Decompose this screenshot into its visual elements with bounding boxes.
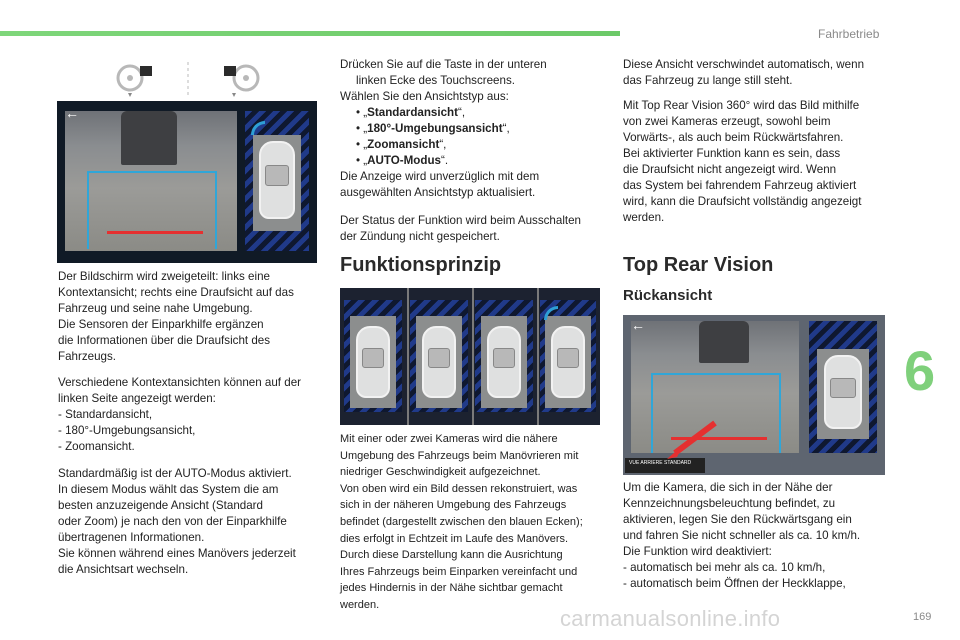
line: linken Seite angezeigt werden:: [58, 392, 216, 405]
list-item: - automatisch beim Öffnen der Heckklappe,: [623, 577, 846, 590]
step-text: linken Ecke des Touchscreens.: [356, 74, 515, 87]
heading-top-rear-vision: Top Rear Vision: [623, 254, 774, 276]
line: Die Sensoren der Einparkhilfe ergänzen: [58, 318, 264, 331]
guide-lines: [87, 171, 217, 249]
option-prefix: • „: [356, 138, 368, 151]
line: Umgebung des Fahrzeugs beim Manövrieren mit: [340, 449, 579, 462]
step-text: Drücken Sie auf die Taste in der unteren: [340, 58, 547, 71]
option-suffix: “,: [458, 106, 466, 119]
divider: [537, 288, 539, 425]
view-mode-button[interactable]: VUE ARRIERE STANDARD: [625, 458, 705, 473]
line: Durch diese Darstellung kann die Ausrichtung: [340, 549, 563, 562]
line: das System bei fahrendem Fahrzeug aktiviert: [623, 179, 857, 192]
line: jedes Hindernis in der Nähe sichtbar gemacht: [340, 582, 563, 595]
left-text-2: [58, 375, 320, 455]
car-top-view: [551, 326, 585, 398]
line: aktivieren, legen Sie den Rückwärtsgang ein: [623, 513, 852, 526]
steering-illustration: [108, 60, 268, 100]
line: das Fahrzeug zu lange still steht.: [623, 74, 793, 87]
car-top-view: [356, 326, 390, 398]
line: von zwei Kameras erzeugt, sowohl beim: [623, 115, 831, 128]
line: übertragenen Informationen.: [58, 531, 205, 544]
divider: [407, 288, 409, 425]
line: oder Zoom) je nach den von der Einparkhilfe: [58, 515, 287, 528]
step-2: [340, 89, 605, 105]
option-name: Zoomansicht: [367, 138, 440, 151]
header-bar: [0, 31, 620, 36]
option-suffix: “,: [502, 122, 510, 135]
line: Von oben wird ein Bild dessen rekonstruiert, was: [340, 482, 578, 495]
list-item: - automatisch bei mehr als ca. 10 km/h,: [623, 561, 826, 574]
line: Bei aktivierter Funktion kann es sein, dass: [623, 147, 841, 160]
stop-line: [107, 231, 203, 234]
line: Die Anzeige wird unverzüglich mit dem: [340, 170, 540, 183]
parked-car: [121, 111, 177, 165]
line: die Informationen über die Draufsicht des: [58, 334, 271, 347]
option-suffix: “,: [439, 138, 447, 151]
option-zoom: [340, 137, 605, 153]
line: Die Funktion wird deaktiviert:: [623, 545, 772, 558]
right-360: [623, 98, 893, 226]
line: Ihres Fahrzeugs beim Einparken vereinfacht und: [340, 565, 578, 578]
line: In diesem Modus wählt das System die am: [58, 483, 279, 496]
line: Standardmäßig ist der AUTO-Modus aktiviert.: [58, 467, 292, 480]
line: Kontextansicht; rechts eine Draufsicht auf das: [58, 286, 294, 299]
list-item: - Standardansicht,: [58, 408, 153, 421]
step-1: [340, 57, 605, 73]
section-title: Fahrbetrieb: [818, 27, 880, 41]
step-text: Wählen Sie den Ansichtstyp aus:: [340, 90, 509, 103]
pointer-arrow-icon: [663, 419, 719, 461]
line: befindet (dargestellt zwischen den blauen Ecken);: [340, 515, 583, 528]
page-number: 169: [913, 611, 932, 623]
line: wird, kann die Draufsicht vollständig angezeigt: [623, 195, 862, 208]
split-view-screen: [57, 101, 317, 263]
middle-steps: [340, 57, 605, 201]
line: ausgewählten Ansichtstyp aktualisiert.: [340, 186, 536, 199]
option-name: AUTO-Modus: [367, 154, 442, 167]
line: Sie können während eines Manövers jederzeit: [58, 547, 296, 560]
back-arrow-icon[interactable]: ←: [631, 317, 645, 333]
line: sich in der näheren Umgebung des Fahrzeugs: [340, 499, 567, 512]
list-item: - Zoomansicht.: [58, 440, 135, 453]
principle-illustration: [340, 288, 600, 425]
option-auto: [340, 153, 605, 169]
right-rear: [623, 480, 898, 592]
middle-status: [340, 213, 605, 245]
option-standard: [340, 105, 605, 121]
line: besten anzuzeigende Ansicht (Standard: [58, 499, 263, 512]
divider: [472, 288, 474, 425]
line: Der Bildschirm wird zweigeteilt: links eine: [58, 270, 270, 283]
line: Diese Ansicht verschwindet automatisch, wenn: [623, 58, 865, 71]
subheading-rueckansicht: Rückansicht: [623, 287, 713, 304]
line: werden.: [623, 211, 665, 224]
left-text-3: [58, 466, 320, 578]
line: Fahrzeug und seine nahe Umgebung.: [58, 302, 253, 315]
line: Mit Top Rear Vision 360° wird das Bild mithilfe: [623, 99, 860, 112]
option-prefix: • „: [356, 122, 368, 135]
line: die Draufsicht nicht angezeigt wird. Wenn: [623, 163, 837, 176]
middle-principle: [340, 431, 608, 614]
option-180: [340, 121, 605, 137]
line: niedriger Geschwindigkeit aufgezeichnet.: [340, 466, 541, 479]
line: die Ansichtsart wechseln.: [58, 563, 189, 576]
line: der Zündung nicht gespeichert.: [340, 230, 500, 243]
line: werden.: [340, 598, 380, 611]
watermark: carmanualsonline.info: [560, 606, 781, 631]
heading-funktionsprinzip: Funktionsprinzip: [340, 254, 502, 276]
car-top-view: [824, 355, 862, 429]
line: Mit einer oder zwei Kameras wird die nähere: [340, 433, 558, 445]
back-arrow-icon[interactable]: ←: [65, 105, 79, 121]
line: dies erfolgt in Echtzeit im Laufe des Manövers.: [340, 532, 569, 545]
option-suffix: “.: [441, 154, 449, 167]
line: Um die Kamera, die sich in der Nähe der: [623, 481, 833, 494]
line: Der Status der Funktion wird beim Ausschalten: [340, 214, 582, 227]
list-item: - 180°-Umgebungsansicht,: [58, 424, 196, 437]
car-top-view: [487, 326, 521, 398]
parked-car: [699, 321, 749, 363]
line: Verschiedene Kontextansichten können auf der: [58, 376, 301, 389]
option-prefix: • „: [356, 106, 368, 119]
car-top-view: [422, 326, 456, 398]
chapter-number: 6: [904, 339, 936, 402]
option-prefix: • „: [356, 154, 368, 167]
car-top-view: [259, 141, 295, 219]
rear-view-screen: [623, 315, 885, 475]
line: und fahren Sie nicht schneller als ca. 10 km/h.: [623, 529, 861, 542]
context-view: [65, 111, 237, 251]
option-name: Standardansicht: [367, 106, 458, 119]
left-text-1: [58, 269, 320, 365]
right-auto: [623, 57, 893, 89]
line: Kennzeichnungsbeleuchtung befindet, zu: [623, 497, 836, 510]
line: Fahrzeugs.: [58, 350, 116, 363]
line: Vorwärts-, als auch beim Rückwärtsfahren.: [623, 131, 844, 144]
option-name: 180°-Umgebungsansicht: [367, 122, 503, 135]
